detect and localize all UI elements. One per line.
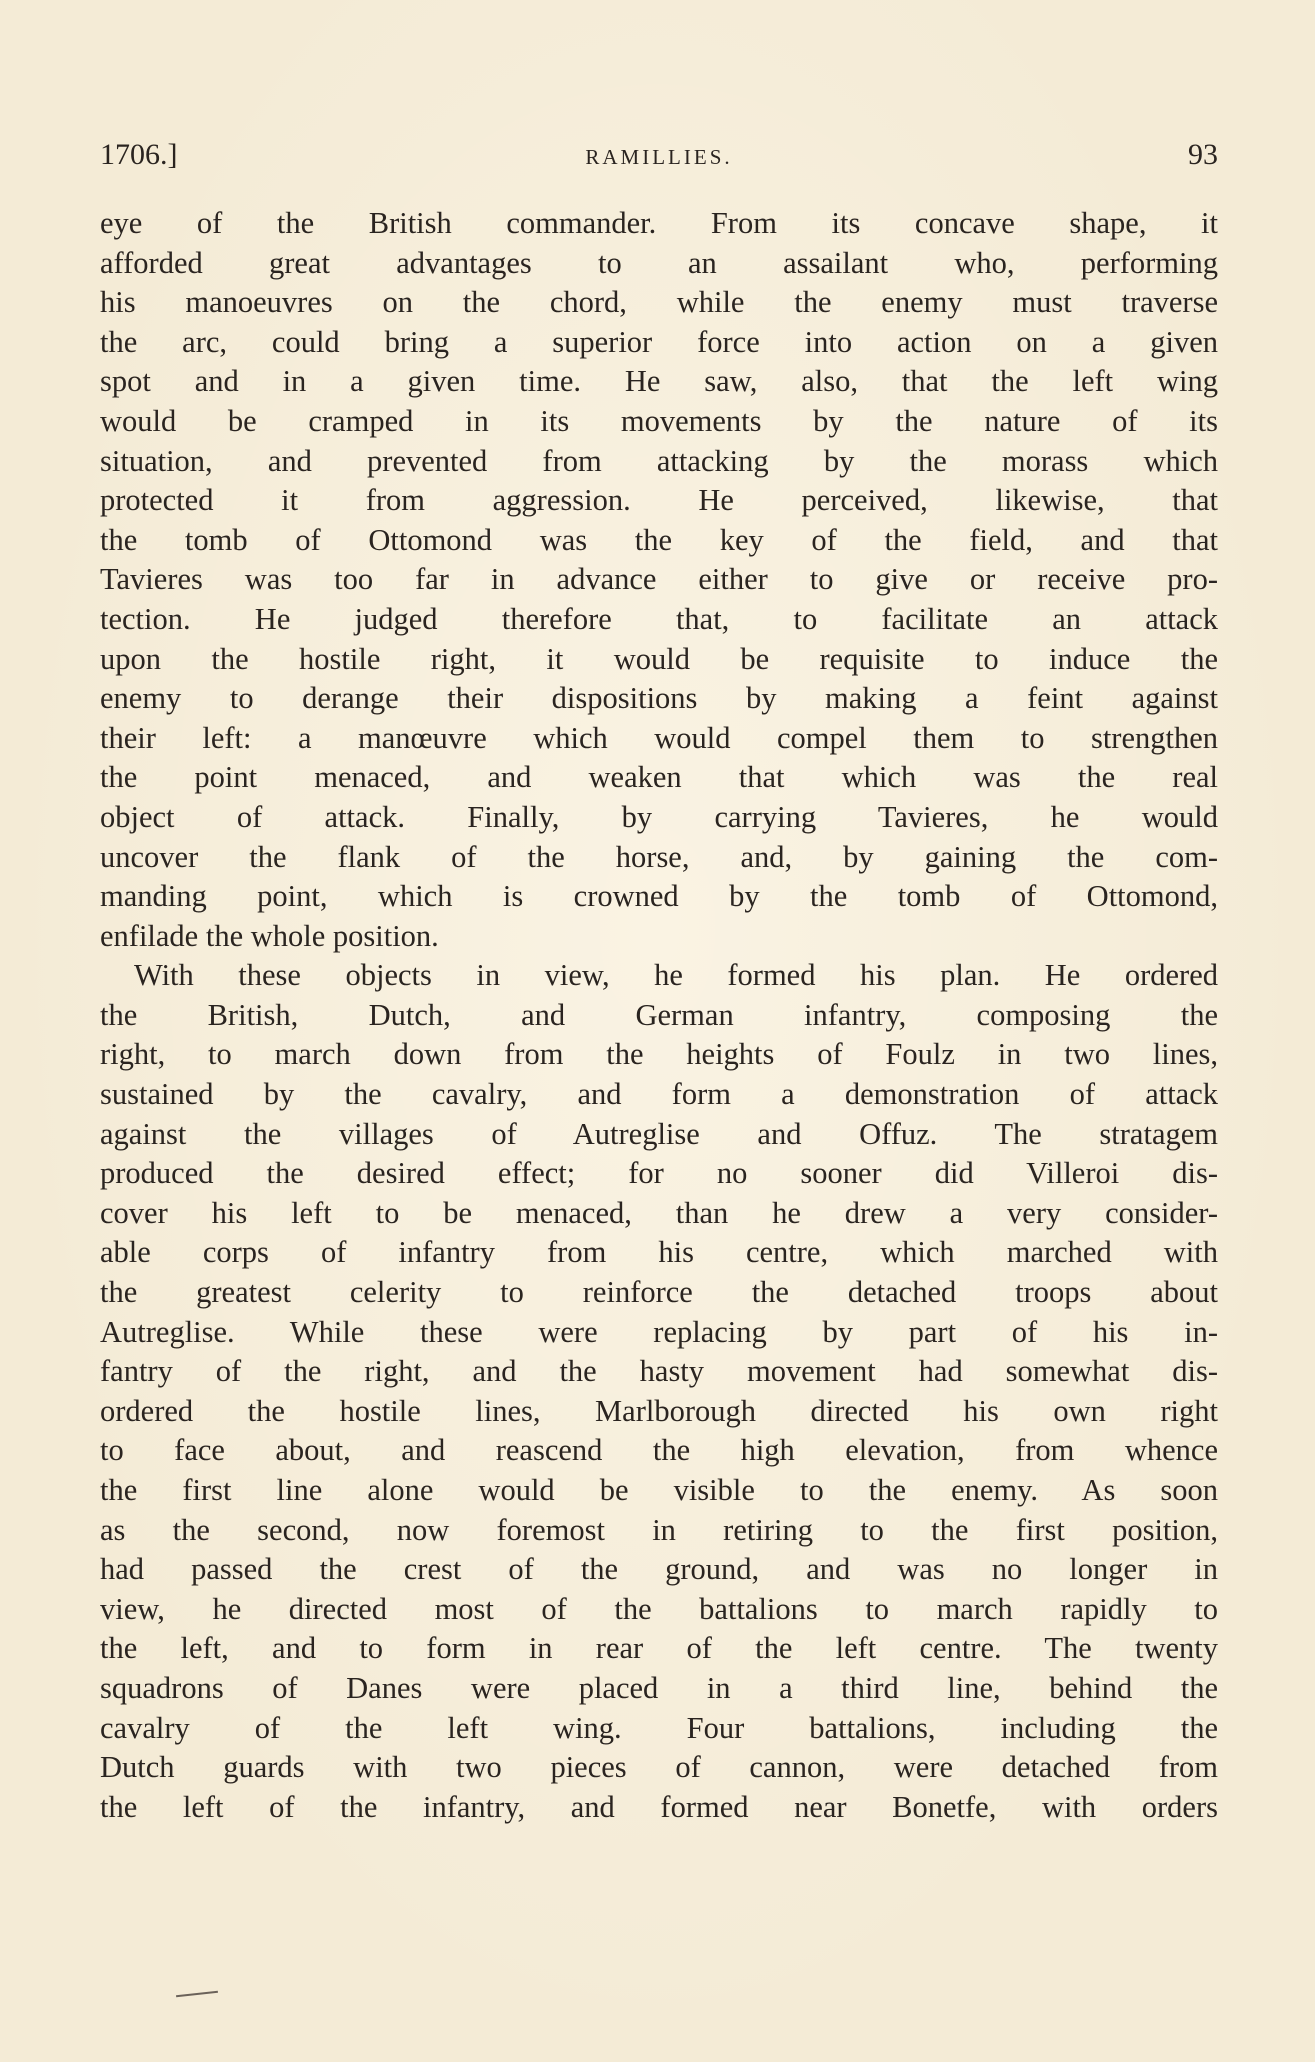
page-number: 93 (1188, 138, 1218, 171)
text-line: their left: a manœuvre which would compel them to strengthen (100, 720, 1218, 755)
text-line: tection. He judged therefore that, to facilitate an attack (100, 601, 1218, 636)
text-line: against the villages of Autreglise and Offuz. The stratagem (100, 1116, 1218, 1151)
text-line: protected it from aggression. He perceived, likewise, that (100, 483, 1218, 518)
text-line: object of attack. Finally, by carrying Tavieres, he would (100, 799, 1218, 834)
text-line: produced the desired effect; for no sooner did Villeroi dis- (100, 1156, 1218, 1191)
paragraph-start-line: With these objects in view, he formed his plan. He ordered (134, 958, 1218, 993)
body-text (100, 204, 1218, 1827)
text-line: the point menaced, and weaken that which was the real (100, 760, 1218, 795)
text-line: eye of the British commander. From its concave shape, it (100, 206, 1218, 240)
text-line: Tavieres was too far in advance either to give or receive pro- (100, 562, 1218, 597)
text-line: manding point, which is crowned by the tomb of Ottomond, (100, 879, 1218, 914)
text-line: the British, Dutch, and German infantry, composing the (100, 997, 1218, 1032)
text-line: sustained by the cavalry, and form a demonstration of attack (100, 1077, 1218, 1112)
text-line: cover his left to be menaced, than he drew a very consider- (100, 1195, 1218, 1230)
signature-mark (176, 1991, 218, 1997)
text-line: enemy to derange their dispositions by making a feint against (100, 681, 1218, 716)
text-line: Autreglise. While these were replacing by part of his in- (100, 1314, 1218, 1349)
text-line: right, to march down from the heights of Foulz in two lines, (100, 1037, 1218, 1072)
text-line: the left, and to form in rear of the left centre. The twenty (100, 1631, 1218, 1666)
text-line: cavalry of the left wing. Four battalions, including the (100, 1710, 1218, 1745)
text-line: the arc, could bring a superior force into action on a given (100, 324, 1218, 359)
text-line: squadrons of Danes were placed in a third line, behind the (100, 1670, 1218, 1705)
text-line: afforded great advantages to an assailant who, performing (100, 245, 1218, 280)
text-line: view, he directed most of the battalions to march rapidly to (100, 1591, 1218, 1626)
text-line: Dutch guards with two pieces of cannon, were detached from (100, 1750, 1218, 1785)
text-line: fantry of the right, and the hasty movement had somewhat dis- (100, 1354, 1218, 1389)
running-header (100, 138, 1218, 182)
text-line: spot and in a given time. He saw, also, that the left wing (100, 364, 1218, 399)
text-line: would be cramped in its movements by the nature of its (100, 403, 1218, 438)
text-line: his manoeuvres on the chord, while the enemy must traverse (100, 285, 1218, 320)
text-line: the first line alone would be visible to the enemy. As soon (100, 1473, 1218, 1507)
text-line: the tomb of Ottomond was the key of the field, and that (100, 522, 1218, 557)
text-line: as the second, now foremost in retiring to the first position, (100, 1512, 1218, 1547)
text-line: situation, and prevented from attacking by the morass which (100, 443, 1218, 478)
header-year: 1706.] (100, 138, 178, 171)
text-line: able corps of infantry from his centre, which marched with (100, 1235, 1218, 1270)
text-line: the left of the infantry, and formed near Bonetfe, with orders (100, 1789, 1218, 1824)
header-title: RAMILLIES. (585, 145, 733, 169)
text-line: ordered the hostile lines, Marlborough directed his own right (100, 1393, 1218, 1428)
text-line: to face about, and reascend the high elevation, from whence (100, 1433, 1218, 1468)
text-line: the greatest celerity to reinforce the detached troops about (100, 1275, 1218, 1310)
text-line: upon the hostile right, it would be requisite to induce the (100, 641, 1218, 676)
text-line: had passed the crest of the ground, and was no longer in (100, 1552, 1218, 1587)
paragraph-end-line: enfilade the whole position. (100, 918, 439, 953)
text-line: uncover the flank of the horse, and, by gaining the com- (100, 839, 1218, 874)
